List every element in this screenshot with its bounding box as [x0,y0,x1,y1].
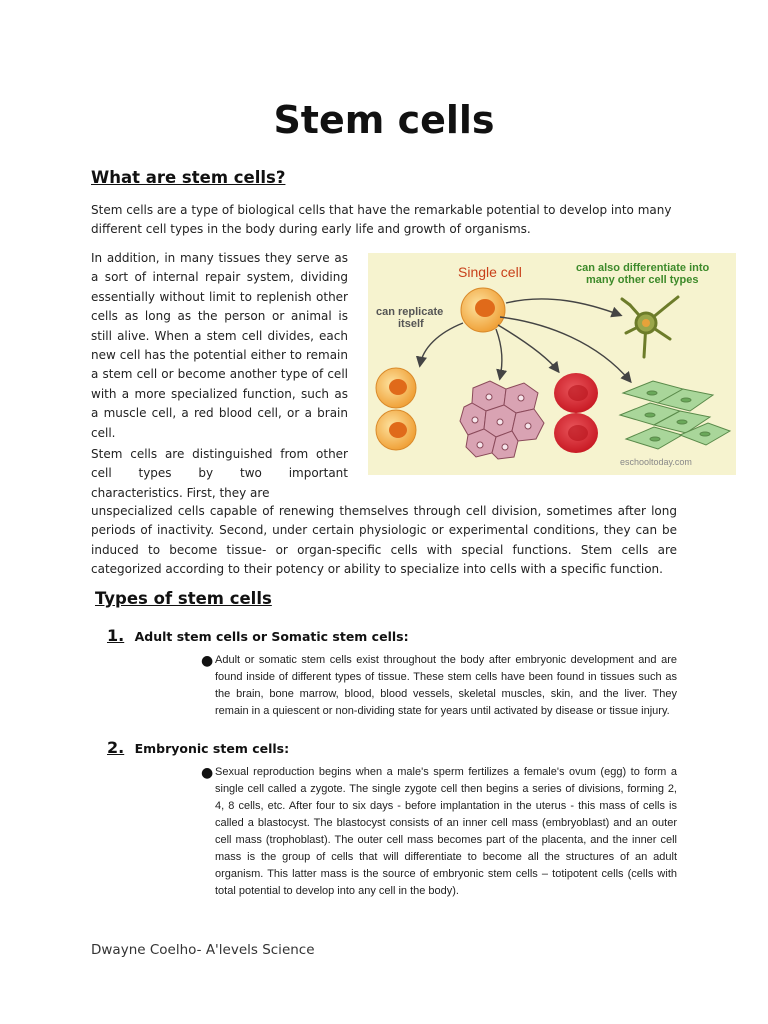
stem-cell-diagram [368,253,736,475]
muscle-cells [620,381,730,449]
repair-system-paragraph: In addition, in many tissues they serve as a sort of internal repair system, dividing essentially without limit to replenish other cells as long as the person or animal is still alive. When a stem cell divides, each new cell has the potential either to remain a stem cell or become another type of cell with a more specialized function, such as a muscle cell, a red blood cell, or a brain cell. [91,251,348,440]
item1-label: Adult stem cells or Somatic stem cells: [134,629,409,644]
characteristics-paragraph-start: Stem cells are distinguished from other cell types by two important characteristics. First, they are [91,447,348,500]
adult-stem-cells-bullet: Adult or somatic stem cells exist throughout the body after embryonic development and are found inside of different types of tissue. These stem cells have been found in tissues such as the brain, bone marrow, blood, blood vessels, skeletal muscles, skin, and the liver. They remain in a quiescent or non-dividing state for years until activated by disease or tissue injury. [215,654,677,717]
differentiate-label-line1: can also differentiate into [576,262,710,274]
replicate-label-line2: itself [398,318,424,330]
neuron-cell [622,297,678,357]
section-heading-what-are-stem-cells: What are stem cells? [91,168,286,187]
types-heading-text: Types of stem cells [95,589,272,608]
red-blood-cells [554,373,598,453]
arrows [420,299,630,381]
characteristics-paragraph-continued: unspecialized cells capable of renewing themselves through cell division, sometimes after long periods of inactivity. Second, under certain physiologic or experimental conditions, they can be induced to become tissue- or organ-specific cells with special functions. Stem cells are categorized according to their potency or ability to specialize into cells with a specific function. [91,504,677,577]
page-footer: Dwayne Coelho- A'levels Science [91,942,315,958]
item2-number: 2. [107,738,125,757]
image-credit: eschooltoday.com [620,457,692,467]
bullet-icon: ● [201,653,214,669]
replicated-stem-cells [376,368,416,450]
replicate-label-line1: can replicate [376,306,444,318]
tissue-cell-cluster [460,381,544,459]
subheading-adult-stem-cells [107,626,409,645]
page-title: Stem cells [273,98,495,142]
item1-number: 1. [107,626,125,645]
bullet-icon: ● [201,765,214,781]
differentiate-label-line2: many other cell types [586,274,699,286]
intro-paragraph: Stem cells are a type of biological cells that have the remarkable potential to develop into many different cell types in the body during early life and growth of organisms. [91,203,672,237]
subheading-embryonic-stem-cells [107,738,289,757]
item2-label: Embryonic stem cells: [134,741,290,756]
embryonic-stem-cells-bullet: Sexual reproduction begins when a male's sperm fertilizes a female's ovum (egg) to form a single cell called a zygote. The single zygote cell then begins a series of divisions, forming 2, 4, 8 cells, etc. After four to six days - before implantation in the uterus - this mass of cells is called a blastocyst. The blastocyst consists of an inner cell mass (embryoblast) and an outer cell mass (trophoblast). The outer cell mass becomes part of the placenta, and the inner cell mass is the group of cells that will differentiate to become all the structures of an adult organism. This latter mass is the source of embryonic stem cells – totipotent cells (cells with total potential to develop into any cell in the body). [215,766,677,897]
single-cell-label: Single cell [458,264,522,280]
stem-cell-diagram-svg [368,253,736,475]
section-heading-types [95,589,272,608]
